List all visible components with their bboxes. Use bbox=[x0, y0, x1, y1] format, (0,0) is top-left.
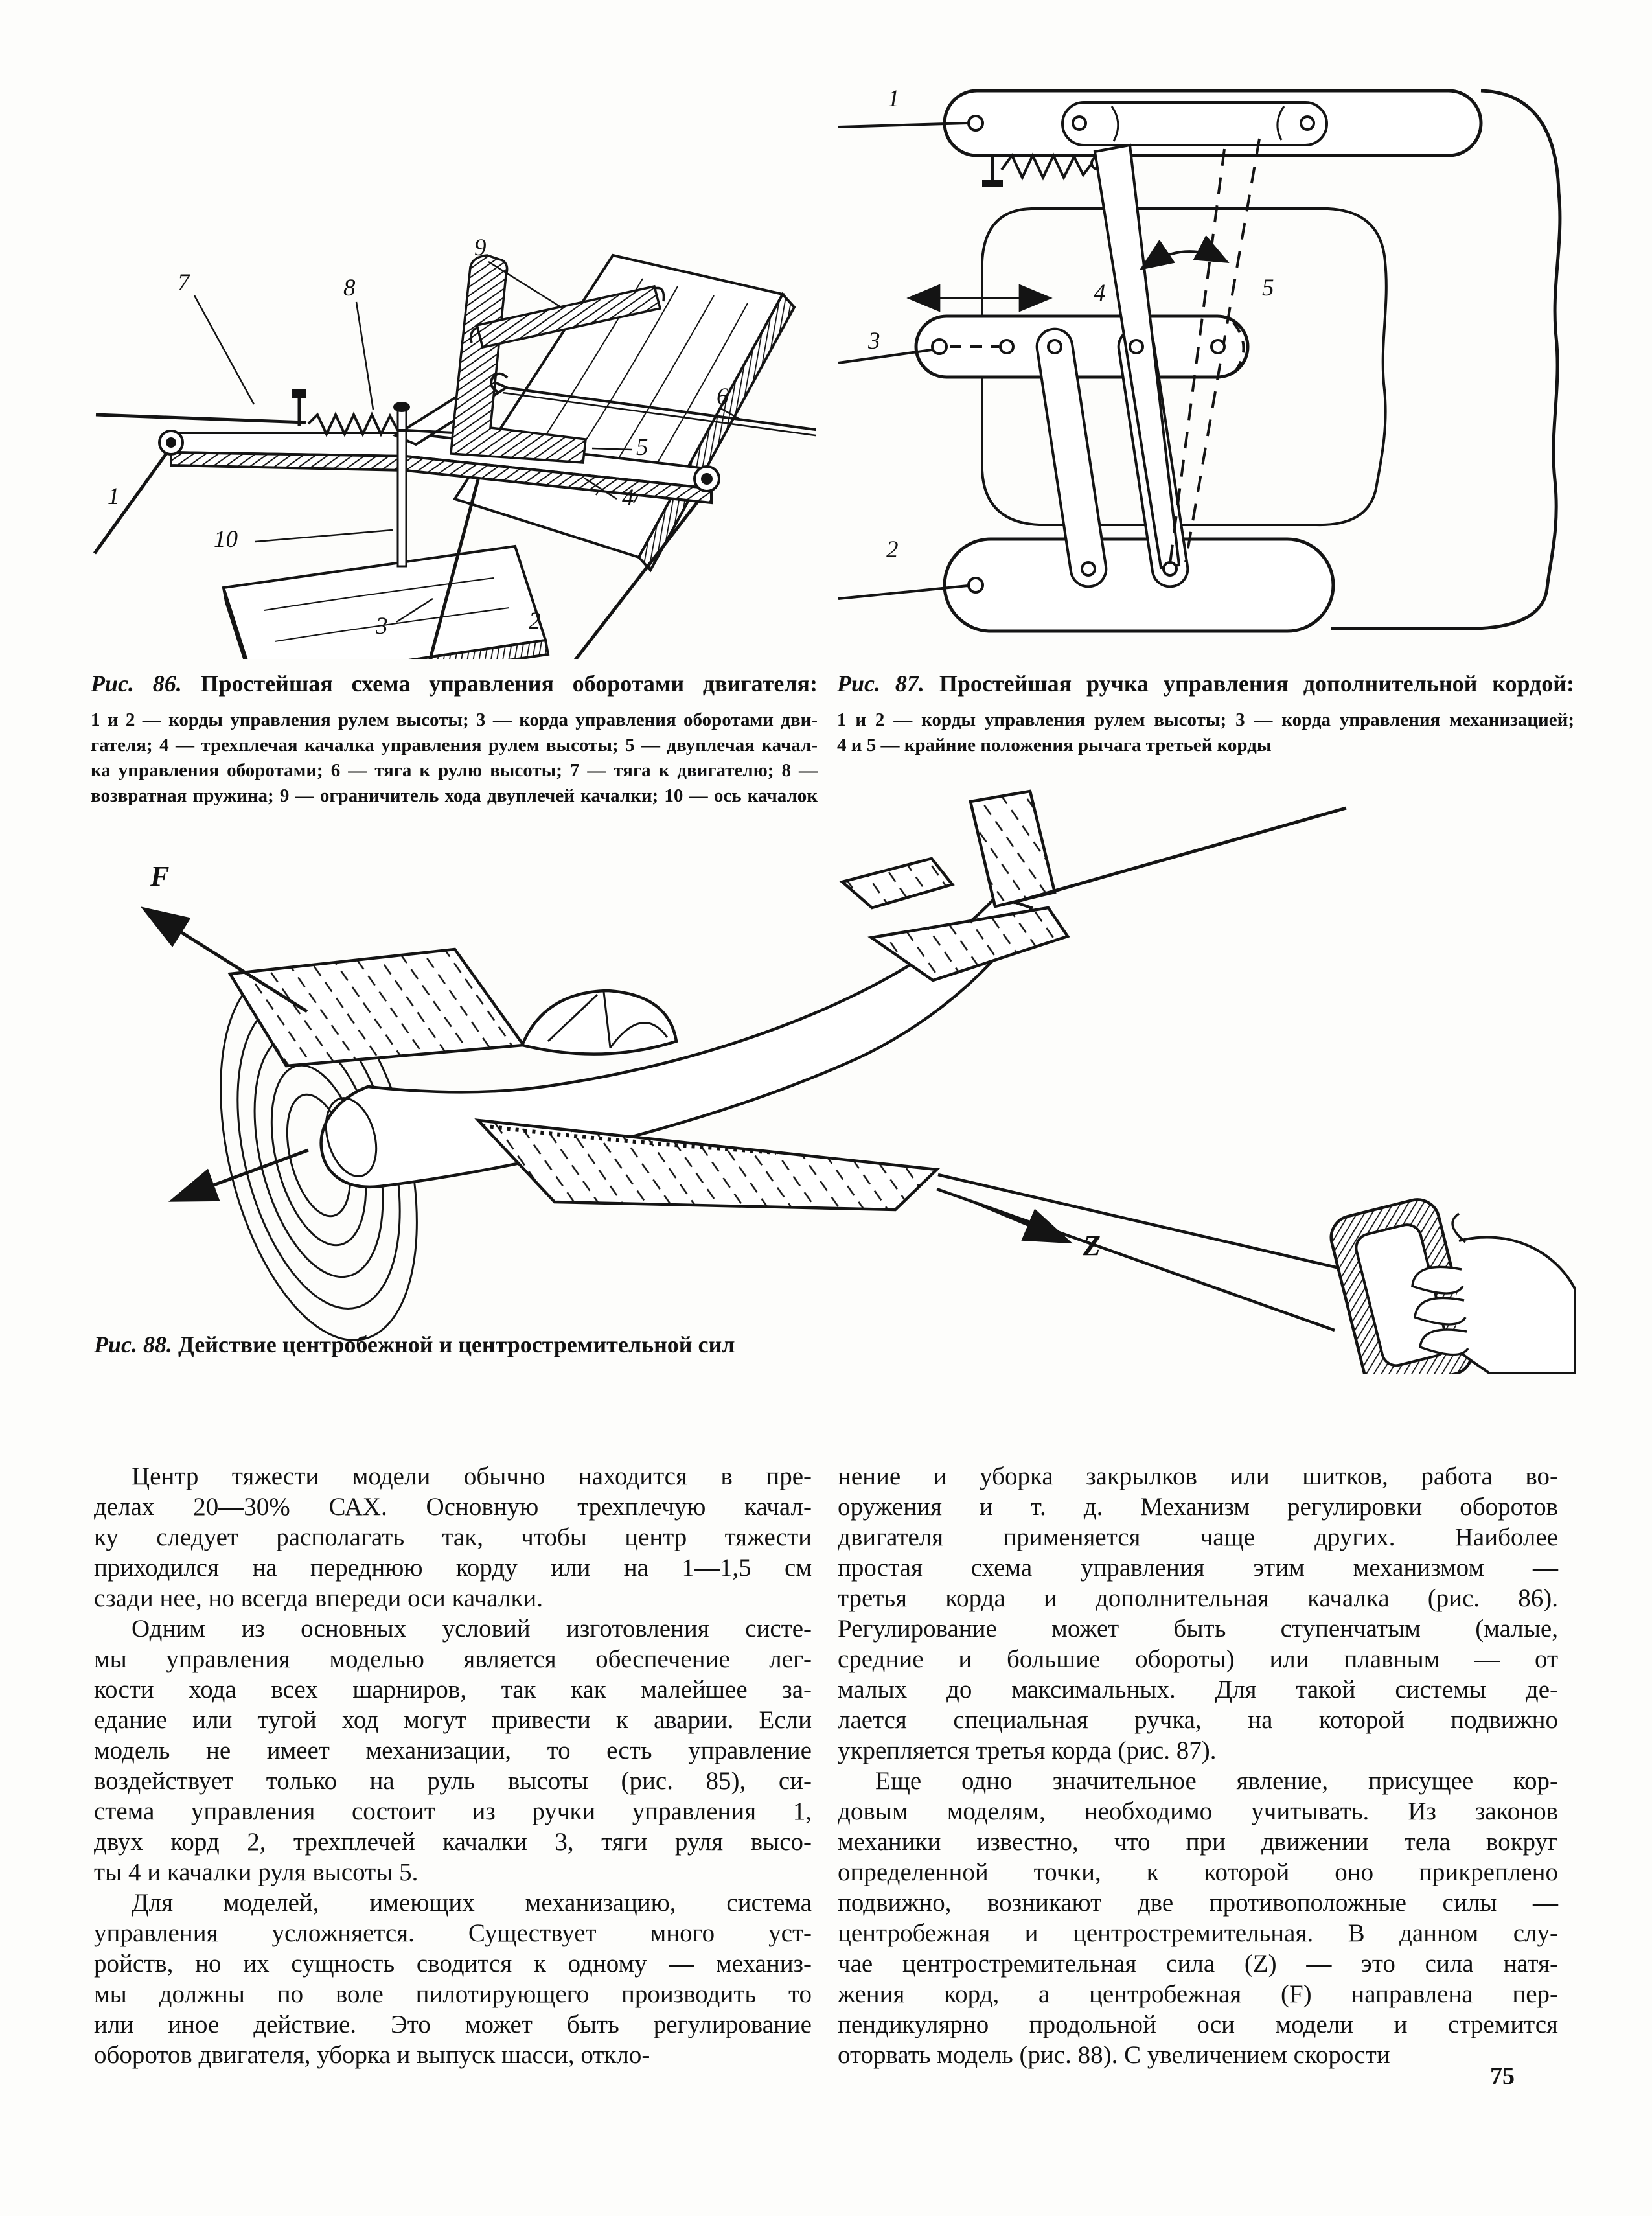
body-text-line: оружения и т. д. Механизм регулировки оборотов bbox=[838, 1493, 1558, 1521]
lower-wood-board bbox=[224, 546, 548, 659]
handle-outer-contour bbox=[1331, 91, 1560, 629]
body-text-line: центробежная и центростремительная. В данном слу- bbox=[838, 1919, 1558, 1947]
force-label-F: F bbox=[150, 860, 170, 892]
part-label-1: 1 bbox=[888, 86, 900, 112]
part-label-3: 3 bbox=[376, 613, 388, 640]
figure-87-caption-title bbox=[837, 669, 1574, 698]
figure-88-number: Рис. 88. bbox=[94, 1332, 172, 1357]
body-right-column bbox=[838, 1461, 1558, 2070]
part-label-10: 10 bbox=[214, 526, 238, 553]
body-text-line: укрепляется третья корда (рис. 87). bbox=[838, 1737, 1217, 1764]
part-label-4: 4 bbox=[1094, 280, 1106, 306]
figure-86-title: Простейшая схема управления оборотами двигателя: bbox=[200, 671, 818, 697]
part-label-1: 1 bbox=[108, 483, 120, 510]
figure-87-drawing bbox=[837, 73, 1576, 659]
figure-87-legend bbox=[837, 708, 1574, 758]
airplane-forces-drawing bbox=[146, 791, 1576, 1374]
body-text-line: Регулирование может быть ступенчатым (малые, bbox=[838, 1615, 1558, 1643]
body-text-line: ройств, но их сущность сводится к одному — механиз- bbox=[94, 1950, 812, 1978]
body-text-line: кости хода всех шарниров, так как малейшее за- bbox=[94, 1676, 812, 1703]
figure-87-number: Рис. 87. bbox=[837, 671, 924, 697]
part-label-9: 9 bbox=[474, 235, 487, 261]
body-text-line: приходился на переднюю корду или на 1—1,5 см bbox=[94, 1554, 812, 1582]
part-label-2: 2 bbox=[886, 537, 899, 563]
body-text-line: мы управления моделью является обеспечение лег- bbox=[94, 1645, 812, 1673]
canopy bbox=[522, 991, 676, 1054]
figure-86-caption bbox=[91, 669, 818, 809]
part-label-2: 2 bbox=[529, 608, 541, 634]
swing-arc bbox=[1144, 251, 1224, 267]
body-text-line: определенной точки, к которой оно прикреплено bbox=[838, 1858, 1558, 1886]
axis-line-aft bbox=[1013, 808, 1346, 903]
body-text-line: едание или тугой ход могут привести к аварии. Если bbox=[94, 1706, 812, 1734]
body-text-line: малых до максимальных. Для такой системы де- bbox=[838, 1676, 1558, 1703]
figure-86-number: Рис. 86. bbox=[91, 671, 182, 697]
body-text-line: простая схема управления этим механизмом — bbox=[838, 1554, 1558, 1582]
far-stabilizer bbox=[842, 859, 952, 908]
legend-line: 1 и 2 — корды управления рулем высоты; 3 — корда управления оборотами дви- bbox=[91, 710, 818, 730]
body-text-line: нение и уборка закрылков или шитков, работа во- bbox=[838, 1462, 1558, 1490]
body-text-line: ты 4 и качалки руля высоты 5. bbox=[94, 1858, 419, 1886]
page-number: 75 bbox=[1490, 2062, 1515, 2090]
body-text-line: Для моделей, имеющих механизацию, система bbox=[132, 1889, 812, 1917]
tail-fin bbox=[970, 791, 1055, 906]
third-cord-slot bbox=[916, 316, 1248, 377]
body-text-line: третья корда и дополнительная качалка (рис. 86). bbox=[838, 1584, 1558, 1612]
figure-87-title: Простейшая ручка управления дополнительной кордой: bbox=[939, 671, 1574, 697]
figure-86-caption-title bbox=[91, 669, 818, 698]
body-text-line: жения корд, а центробежная (F) направлена пер- bbox=[838, 1980, 1558, 2008]
top-slot bbox=[1062, 102, 1327, 145]
body-text-line: оборотов двигателя, уборка и выпуск шасси, откло- bbox=[94, 2041, 650, 2069]
body-left-column bbox=[94, 1461, 812, 2070]
legend-line: 1 и 2 — корды управления рулем высоты; 3 — корда управления механизацией; bbox=[837, 710, 1574, 730]
body-text-line: Одним из основных условий изготовления систе- bbox=[132, 1615, 812, 1643]
bottom-cord-bar bbox=[945, 539, 1333, 631]
body-text-line: механики известно, что при движении тела вокруг bbox=[838, 1828, 1558, 1856]
body-text-line: пендикулярно продольной оси модели и стремится bbox=[838, 2011, 1558, 2038]
body-text-line: модель не имеет механизации, то есть управление bbox=[94, 1737, 812, 1764]
engine-throttle-linkage-diagram bbox=[95, 255, 816, 659]
cord-line-1 bbox=[95, 447, 171, 553]
body-text-line: подвижно, возникают две противоположные силы — bbox=[838, 1889, 1558, 1917]
legend-line: возвратная пружина; 9 — ограничитель хода двуплечей качалки; 10 — ось качалок bbox=[91, 785, 818, 806]
centrifugal-force-arrow bbox=[146, 910, 307, 1011]
return-spring bbox=[308, 415, 407, 434]
figure-87-caption bbox=[837, 669, 1574, 758]
figure-88-title: Действие центробежной и центростремительной сил bbox=[178, 1332, 735, 1357]
body-text-line: управления усложняется. Существует много уст- bbox=[94, 1919, 812, 1947]
force-label-Z: Z bbox=[1083, 1230, 1101, 1262]
centripetal-force-arrow bbox=[977, 1203, 1066, 1241]
engine-pushrod bbox=[96, 390, 306, 426]
body-text-line: мы должны по воле пилотирующего производить то bbox=[94, 1980, 812, 2008]
body-text-line: делах 20—30% САХ. Основную трехплечую качал- bbox=[94, 1493, 812, 1521]
body-text-line: или иное действие. Это может быть регулирование bbox=[94, 2011, 812, 2038]
legend-line: ка управления оборотами; 6 — тяга к рулю высоты; 7 — тяга к двигателю; 8 — bbox=[91, 760, 818, 781]
legend-line: 4 и 5 — крайние положения рычага третьей корды bbox=[837, 735, 1272, 756]
near-wing bbox=[478, 1120, 937, 1210]
body-text-line: Еще одно значительное явление, присущее кор- bbox=[875, 1767, 1558, 1795]
body-text-line: оторвать модель (рис. 88). С увеличением скорости bbox=[838, 2041, 1390, 2069]
figure-88-drawing bbox=[91, 787, 1576, 1374]
control-cord-upper bbox=[938, 1175, 1345, 1269]
part-label-4: 4 bbox=[622, 485, 634, 511]
far-wing bbox=[230, 949, 523, 1066]
part-label-5: 5 bbox=[636, 434, 648, 461]
figure-86-legend bbox=[91, 708, 818, 809]
body-text-line: двух корд 2, трехплечей качалки 3, тяги руля высо- bbox=[94, 1828, 812, 1856]
body-text-line: стема управления состоит из ручки управления 1, bbox=[94, 1797, 812, 1825]
body-text-line: чае центростремительная сила (Z) — это сила натя- bbox=[838, 1950, 1558, 1978]
body-text-line: Центр тяжести модели обычно находится в пре- bbox=[132, 1462, 812, 1490]
part-label-6: 6 bbox=[717, 384, 729, 410]
body-text-line: двигателя применяется чаще других. Наиболее bbox=[838, 1523, 1558, 1551]
figure-86-drawing bbox=[91, 73, 816, 659]
control-handle-diagram bbox=[838, 91, 1560, 631]
body-text-line: воздействует только на руль высоты (рис. 85), си- bbox=[94, 1767, 812, 1795]
body-text-line: довым моделям, необходимо учитывать. Из законов bbox=[838, 1797, 1558, 1825]
part-label-5: 5 bbox=[1262, 275, 1274, 301]
axis-arrow-forward bbox=[175, 1150, 308, 1199]
part-label-7: 7 bbox=[178, 270, 190, 296]
part-label-3: 3 bbox=[868, 328, 880, 354]
body-text-line: лается специальная ручка, на которой подвижно bbox=[838, 1706, 1558, 1734]
body-text-line: ку следует располагать так, чтобы центр тяжести bbox=[94, 1523, 812, 1551]
part-label-8: 8 bbox=[343, 275, 356, 301]
body-text-line: сзади нее, но всегда впереди оси качалки. bbox=[94, 1584, 543, 1612]
handle-spring bbox=[982, 156, 1103, 187]
body-text-line: средние и большие обороты) или плавным — от bbox=[838, 1645, 1558, 1673]
figure-88-caption bbox=[94, 1330, 936, 1359]
legend-line: гателя; 4 — трехплечая качалка управления рулем высоты; 5 — двуплечая качал- bbox=[91, 735, 818, 756]
